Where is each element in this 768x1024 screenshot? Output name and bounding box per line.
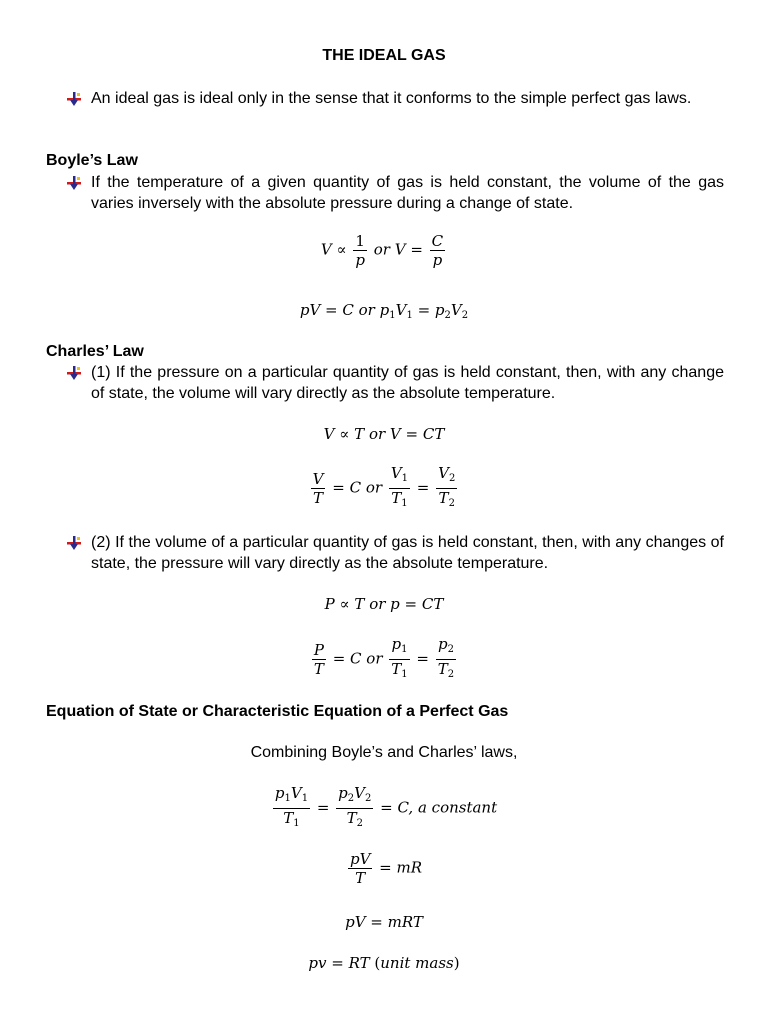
state-equation-2: $\frac{pV}{T}$ = mR [349, 850, 423, 887]
arrow-down-bullet-icon [66, 535, 82, 551]
charles-bullet-2 [66, 532, 724, 574]
charles-bullet-1 [66, 362, 724, 404]
state-equation-3: pV = mRT [345, 913, 423, 931]
charles-equation-4: $\frac{P}{T}$ = C or $\frac{p_1}{T_1}$ = $\frac{p_2}{T_2}$ [313, 635, 455, 680]
page-title: THE IDEAL GAS [322, 47, 446, 64]
charles-equation-2: $\frac{V}{T}$ = C or $\frac{V_1}{T_1}$ = $\frac{V_2}{T_2}$ [312, 464, 456, 509]
arrow-down-bullet-icon [66, 175, 82, 191]
boyle-equation-1: V ∝ $\frac{1}{p}$ or V = $\frac{C}{p}$ [320, 232, 444, 269]
state-equation-4: pv = RT (unit mass) [308, 954, 460, 972]
boyle-heading: Boyle’s Law [46, 152, 138, 169]
arrow-down-bullet-icon [66, 91, 82, 107]
intro-text: An ideal gas is ideal only in the sense that it conforms to the simple perfect gas laws. [91, 90, 692, 107]
state-heading: Equation of State or Characteristic Equation of a Perfect Gas [46, 703, 509, 720]
charles-text-2: (2) If the volume of a particular quantity of gas is held constant, then, with any changes of state, the pressure will vary directly as the absolute temperature. [91, 534, 724, 572]
charles-heading: Charles’ Law [46, 343, 144, 360]
state-equation-1: $\frac{p_1V_1}{T_1}$ = $\frac{p_2V_2}{T_2}$ = C, a constant [274, 784, 498, 829]
state-lead: Combining Boyle’s and Charles’ laws, [250, 744, 518, 761]
charles-text-1: (1) If the pressure on a particular quantity of gas is held constant, then, with any change of state, the volume will vary directly as the absolute temperature. [91, 364, 724, 402]
arrow-down-bullet-icon [66, 365, 82, 381]
boyle-bullet [66, 172, 724, 214]
intro-bullet [66, 88, 724, 109]
boyle-text: If the temperature of a given quantity of gas is held constant, the volume of the gas varies inversely with the absolute pressure during a change of state. [91, 174, 724, 212]
boyle-equation-2: pV = C or $p_1V_1 = p_2V_2$ [299, 301, 469, 321]
charles-equation-1: V ∝ T or V = CT [323, 425, 445, 443]
charles-equation-3: P ∝ T or p = CT [324, 595, 444, 613]
